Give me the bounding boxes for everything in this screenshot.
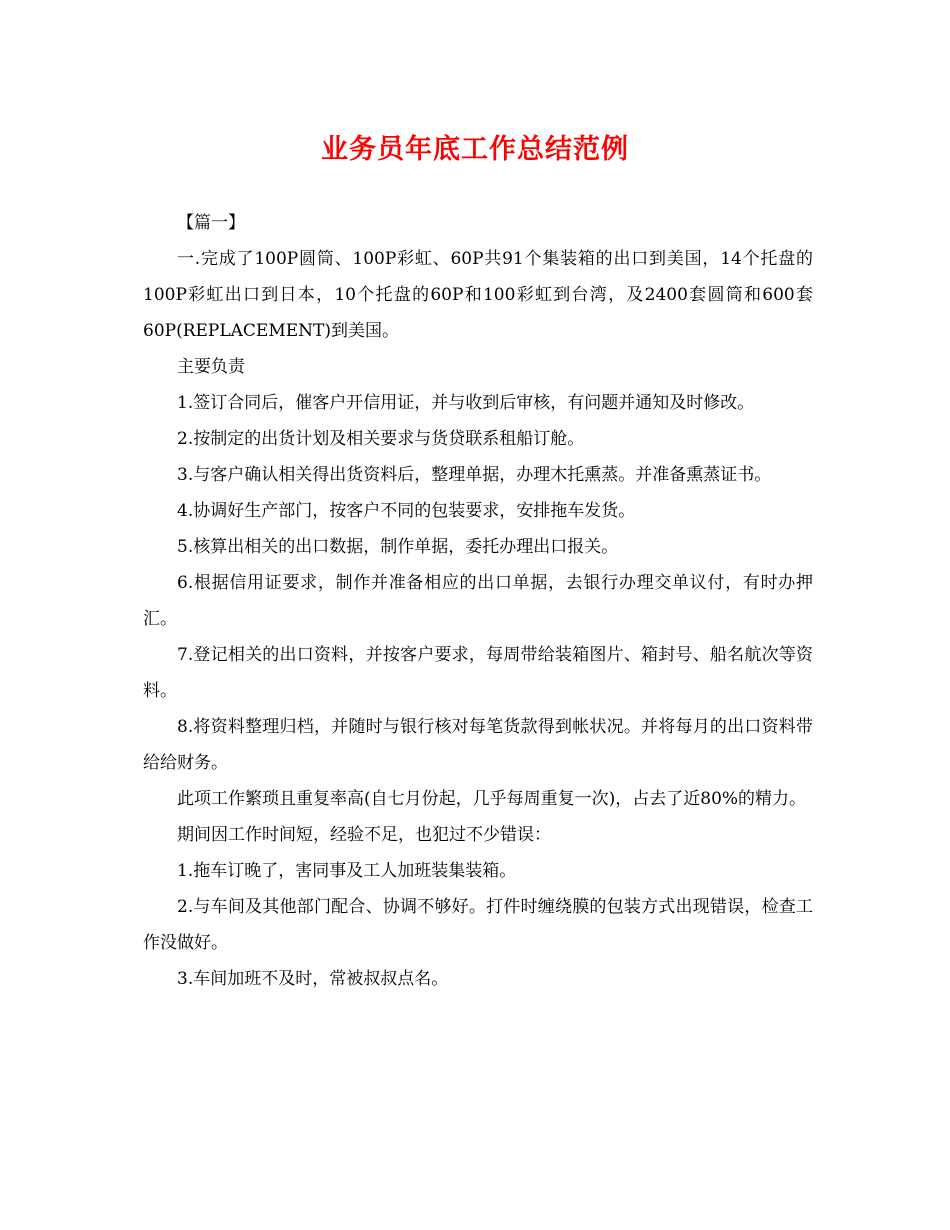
responsibility-item: 5.核算出相关的出口数据，制作单据，委托办理出口报关。 — [177, 537, 619, 557]
responsibility-item: 6.根据信用证要求，制作并准备相应的出口单据，去银行办理交单议付，有时办押汇。 — [143, 573, 813, 629]
mistake-item: 3.车间加班不及时，常被叔叔点名。 — [177, 969, 449, 989]
section-heading: 【篇一】 — [177, 213, 245, 233]
summary-paragraph: 一.完成了100P圆筒、100P彩虹、60P共91个集装箱的出口到美国，14个托盘的100P彩虹出口到日本，10个托盘的60P和100彩虹到台湾，及2400套圆筒和600套60P(REPLACEMENT)到美国。 — [143, 249, 813, 341]
mistake-item: 2.与车间及其他部门配合、协调不够好。打件时缠绕膜的包装方式出现错误，检查工作没做好。 — [143, 897, 813, 953]
responsibility-item: 1.签订合同后，催客户开信用证，并与收到后审核，有问题并通知及时修改。 — [177, 393, 755, 413]
responsibility-item: 4.协调好生产部门，按客户不同的包装要求，安排拖车发货。 — [177, 501, 636, 521]
responsibility-item: 7.登记相关的出口资料，并按客户要求，每周带给装箱图片、箱封号、船名航次等资料。 — [143, 645, 813, 701]
responsibility-item: 8.将资料整理归档，并随时与银行核对每笔货款得到帐状况。并将每月的出口资料带给给财务。 — [143, 717, 813, 773]
document-title: 业务员年底工作总结范例 — [321, 134, 629, 165]
document-body — [143, 205, 813, 997]
mistakes-heading: 期间因工作时间短，经验不足，也犯过不少错误： — [177, 825, 551, 845]
mistake-item: 1.拖车订晚了，害同事及工人加班装集装箱。 — [177, 861, 517, 881]
responsibility-item: 3.与客户确认相关得出货资料后，整理单据，办理木托熏蒸。并准备熏蒸证书。 — [177, 465, 772, 485]
responsibility-item: 2.按制定的出货计划及相关要求与货贷联系租船订舱。 — [177, 429, 585, 449]
responsibilities-heading: 主要负责 — [177, 357, 245, 377]
workload-paragraph: 此项工作繁琐且重复率高(自七月份起，几乎每周重复一次)，占去了近80%的精力。 — [177, 789, 807, 809]
